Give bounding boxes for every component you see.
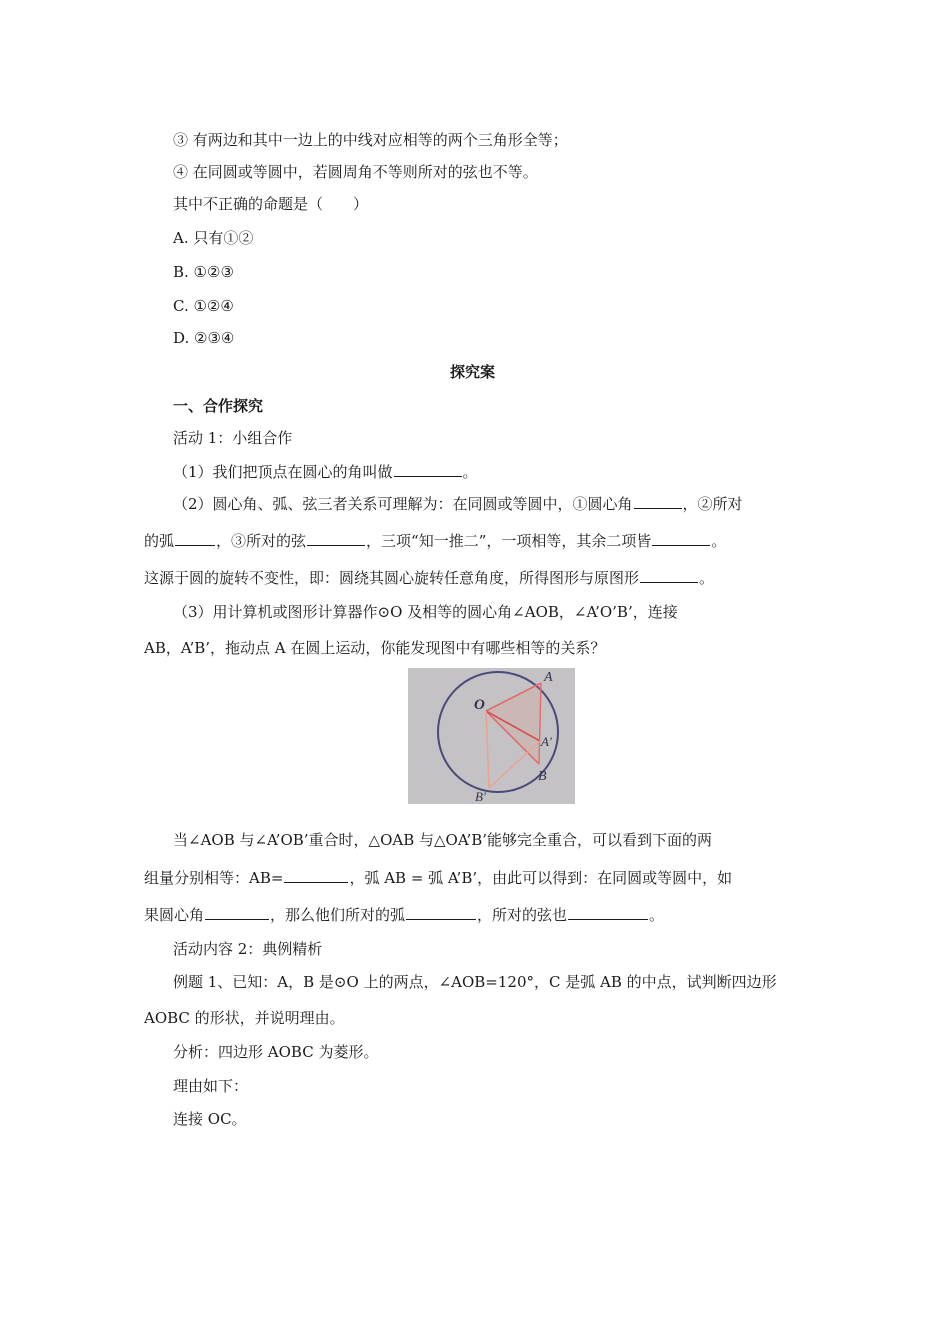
option-a: A. 只有①②: [173, 229, 254, 247]
option-d: D. ②③④: [173, 329, 235, 347]
question-2-line-3: [144, 568, 714, 588]
question-1: [173, 462, 478, 482]
answer-blank[interactable]: [205, 905, 269, 920]
conclusion-text: 果圆心角: [144, 906, 205, 924]
answer-blank[interactable]: [175, 531, 215, 546]
question-3-line-1: （3）用计算机或图形计算器作⊙O 及相等的圆心角∠AOB，∠A’O’B’，连接: [173, 603, 678, 621]
answer-blank[interactable]: [284, 868, 348, 883]
section-title: 探究案: [450, 363, 496, 381]
question-2-line-1: [173, 494, 743, 514]
conclusion-text: 组量分别相等：AB=: [144, 869, 284, 887]
circle-diagram: [408, 668, 575, 804]
q2-text: ，三项“知一推二”，一项相等，其余二项皆: [366, 532, 652, 550]
proposition-3: ③ 有两边和其中一边上的中线对应相等的两个三角形全等；: [173, 131, 568, 149]
label-a-prime: A': [541, 734, 552, 749]
question-3-line-2: AB，A’B’，拖动点 A 在圆上运动，你能发现图中有哪些相等的关系？: [144, 639, 606, 657]
answer-blank[interactable]: [394, 462, 462, 477]
conclusion-text: ，那么他们所对的弧: [270, 906, 406, 924]
conclusion-text: ，所对的弦也: [477, 906, 568, 924]
question-stem: 其中不正确的命题是（ ）: [173, 195, 369, 213]
answer-blank[interactable]: [652, 531, 710, 546]
answer-blank[interactable]: [640, 568, 698, 583]
triangle-fill: [486, 683, 541, 764]
q1-end: 。: [462, 463, 478, 481]
analysis-text: 分析：四边形 AOBC 为菱形。: [173, 1043, 379, 1061]
conclusion-text: 。: [649, 906, 665, 924]
conclusion-line-3: [144, 905, 664, 925]
q2-text: ，②所对: [682, 495, 743, 513]
label-a: A: [544, 670, 553, 685]
conclusion-line-1: 当∠AOB 与∠A’OB’重合时，△OAB 与△OA’B’能够完全重合，可以看到下面的两: [173, 831, 713, 849]
q2-text: ，③所对的弦: [216, 532, 307, 550]
q1-text: （1）我们把顶点在圆心的角叫做: [173, 463, 393, 481]
example-1-line-1: 例题 1、已知：A，B 是⊙O 上的两点，∠AOB=120°，C 是弧 AB 的中点，试判断四边形: [173, 973, 777, 991]
segment-ob2: [486, 711, 489, 788]
example-1-line-2: AOBC 的形状，并说明理由。: [144, 1009, 345, 1027]
q2-text: 的弧: [144, 532, 175, 550]
circle-figure: [408, 668, 575, 804]
option-c: C. ①②④: [173, 297, 234, 315]
label-b-prime: B': [475, 789, 486, 804]
activity-2-label: 活动内容 2：典例精析: [173, 940, 323, 958]
label-b: B: [538, 769, 547, 784]
q2-text: 。: [699, 569, 715, 587]
conclusion-text: ，弧 AB = 弧 A’B’，由此可以得到：在同圆或等圆中，如: [349, 869, 733, 887]
q2-text: 这源于圆的旋转不变性，即：圆绕其圆心旋转任意角度，所得图形与原图形: [144, 569, 640, 587]
heading-cooperative-inquiry: 一、合作探究: [173, 397, 264, 415]
conclusion-line-2: [144, 868, 732, 888]
option-b: B. ①②③: [173, 263, 234, 281]
proposition-4: ④ 在同圆或等圆中，若圆周角不等则所对的弦也不等。: [173, 163, 538, 181]
reason-label: 理由如下：: [173, 1077, 249, 1095]
q2-text: （2）圆心角、弧、弦三者关系可理解为：在同圆或等圆中，①圆心角: [173, 495, 633, 513]
connect-oc-text: 连接 OC。: [173, 1110, 247, 1128]
q2-text: 。: [711, 532, 727, 550]
question-2-line-2: [144, 531, 726, 551]
answer-blank[interactable]: [568, 905, 648, 920]
answer-blank[interactable]: [406, 905, 476, 920]
answer-blank[interactable]: [307, 531, 365, 546]
activity-1-label: 活动 1：小组合作: [173, 429, 293, 447]
label-o: O: [474, 697, 485, 713]
answer-blank[interactable]: [634, 494, 682, 509]
